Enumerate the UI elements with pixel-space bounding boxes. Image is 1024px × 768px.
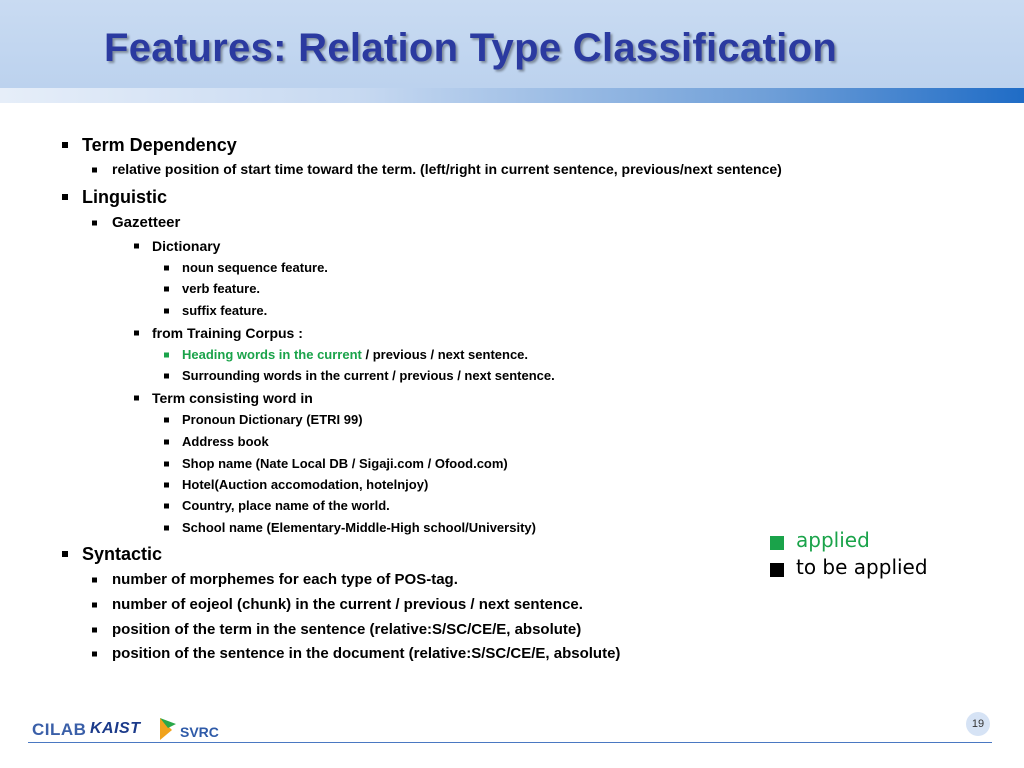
bullet-icon: [164, 309, 169, 314]
bullet-icon: [92, 628, 97, 633]
bullet-icon: [62, 194, 68, 200]
bullet-icon: [92, 652, 97, 657]
page-number: 19: [966, 712, 990, 736]
bullet-icon: [164, 483, 169, 488]
bullet-icon: [92, 603, 97, 608]
kaist-logo: KAIST: [90, 720, 141, 737]
title-band: [0, 0, 1024, 88]
bullet-icon: [62, 142, 68, 148]
bullet-icon: [134, 244, 139, 249]
bullet-icon: [164, 353, 169, 358]
bullet-icon: [92, 168, 97, 173]
bullet-icon: [164, 440, 169, 445]
bullet-icon: [134, 396, 139, 401]
applied-text: Heading words in the current: [182, 347, 362, 362]
legend-to-be-applied-square-icon: [770, 563, 784, 577]
bullet-icon: [164, 526, 169, 531]
accent-bar: [0, 88, 1024, 103]
svrc-logo: SVRC: [158, 716, 222, 742]
bullet-icon: [164, 374, 169, 379]
bullet-icon: [164, 418, 169, 423]
cilab-logo: CILAB: [32, 720, 87, 739]
bullet-icon: [62, 551, 68, 557]
bullet-icon: [92, 578, 97, 583]
bullet-icon: [164, 462, 169, 467]
bullet-icon: [164, 266, 169, 271]
slide-title: Features: Relation Type Classification: [104, 26, 838, 70]
legend-applied-square-icon: [770, 536, 784, 550]
to-be-applied-text: / previous / next sentence.: [361, 347, 529, 362]
bullet-icon: [164, 287, 169, 292]
bullet-icon: [92, 221, 97, 226]
bullet-icon: [134, 331, 139, 336]
bullet-icon: [164, 504, 169, 509]
footer-line: [28, 742, 992, 743]
